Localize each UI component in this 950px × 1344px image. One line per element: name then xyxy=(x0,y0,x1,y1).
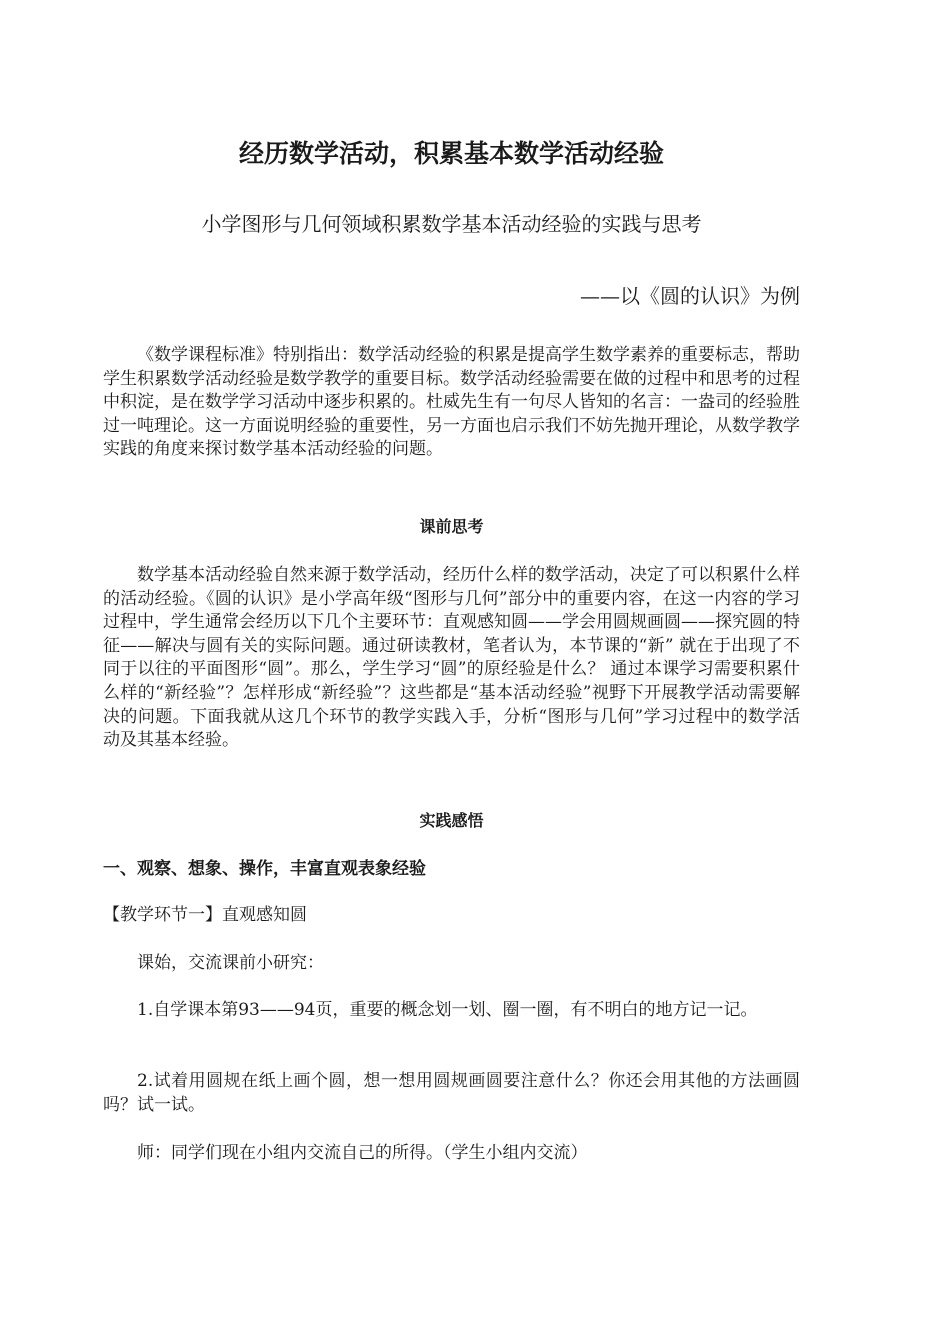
step-item-2: 2.试着用圆规在纸上画个圆，想一想用圆规画圆要注意什么？你还会用其他的方法画圆吗？试一试。 xyxy=(103,1071,800,1115)
intro-paragraph: 《数学课程标准》特别指出：数学活动经验的积累是提高学生数学素养的重要标志，帮助学生积累数学活动经验是数学教学的重要目标。数学活动经验需要在做的过程中和思考的过程中积淀，是在数学学习活动中逐步积累的。杜威先生有一句尽人皆知的名言：一盎司的经验胜过一吨理论。这一方面说明经验的重要性，另一方面也启示我们不妨先抛开理论，从数学教学实践的角度来探讨数学基本活动经验的问题。 xyxy=(103,345,800,460)
step-intro-text: 课始，交流课前小研究： xyxy=(137,953,324,973)
teaching-step-label: 【教学环节一】直观感知圆 xyxy=(103,905,307,925)
section-heading-practice: 实践感悟 xyxy=(419,811,484,830)
pre-thinking-paragraph: 数学基本活动经验自然来源于数学活动，经历什么样的数学活动，决定了可以积累什么样的活动经验。《圆的认识》是小学高年级“图形与几何”部分中的重要内容，在这一内容的学习过程中，学生通常会经历以下几个主要环节：直观感知圆——学会用圆规画圆——探究圆的特征——解决与圆有关的实际问题。通过研读教材，笔者认为，本节课的“新” 就在于出现了不同于以往的平面图形“圆”。那么，学生学习“圆”的原经验是什么？ 通过本课学习需要积累什么样的“新经验”？怎样形成“新经验”？这些都是“基本活动经验”视野下开展教学活动需要解决的问题。下面我就从这几个环节的教学实践入手，分析“图形与几何”学习过程中的数学活动及其基本经验。 xyxy=(103,565,800,751)
step-item-1: 1.自学课本第93——94页，重要的概念划一划、圈一圈，有不明白的地方记一记。 xyxy=(137,1000,758,1020)
subsection-heading-observe: 一、观察、想象、操作，丰富直观表象经验 xyxy=(103,859,426,879)
document-byline: ——以《圆的认识》为例 xyxy=(580,284,800,308)
section-heading-pre-thinking: 课前思考 xyxy=(419,517,484,536)
document-title: 经历数学活动，积累基本数学活动经验 xyxy=(238,139,664,168)
teacher-dialogue: 师：同学们现在小组内交流自己的所得。（学生小组内交流） xyxy=(137,1143,588,1163)
document-subtitle: 小学图形与几何领域积累数学基本活动经验的实践与思考 xyxy=(201,212,702,236)
